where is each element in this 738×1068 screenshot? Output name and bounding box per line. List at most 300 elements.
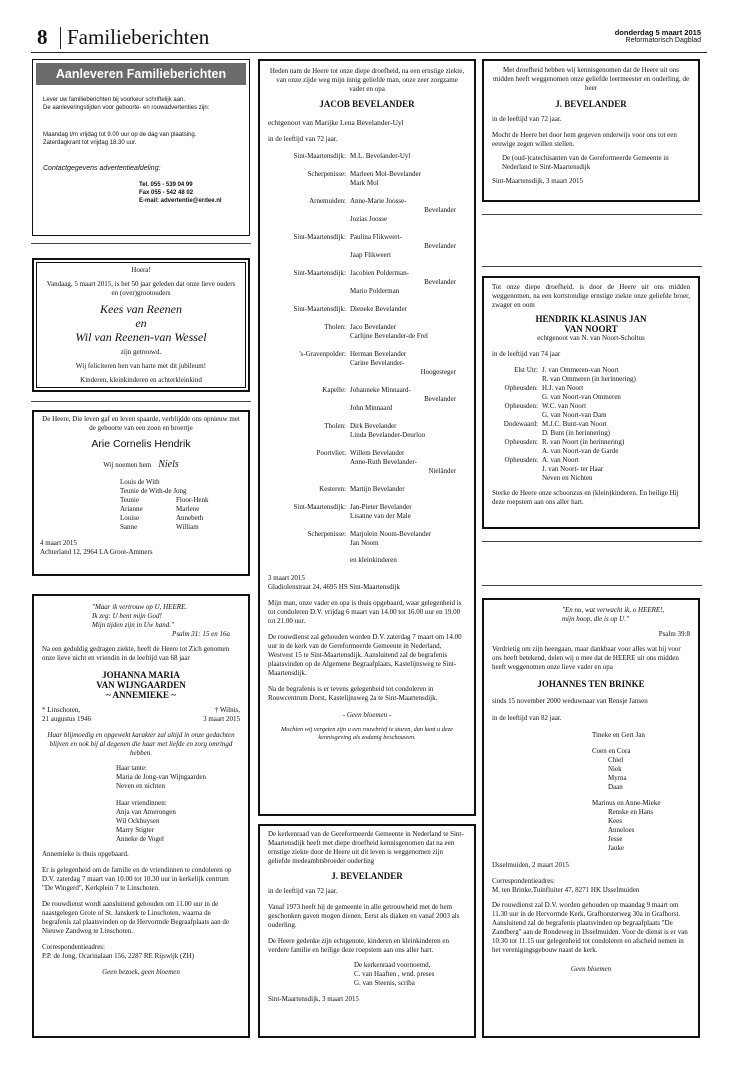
jacob-date: 3 maart 2015: [268, 574, 305, 582]
relatives-group: [268, 530, 466, 548]
relatives-group: [268, 233, 466, 260]
contact-fax: Fax 055 - 542 48 02: [139, 190, 194, 196]
hoera-box: [32, 258, 250, 392]
relatives-place: Opheusden:: [504, 402, 538, 410]
johannes-family-line: Daan: [608, 783, 623, 791]
hendrik-intro: Tot onze diepe droefheid, is door de Heere uit ons midden weggenomen, na een kortstondige ernstige ziekte onze geliefde broer, zwager en oom: [492, 283, 690, 309]
johanna-p1: Er is gelegenheid om de familie en de vriendinnen te condoleren op D.V. zaterdag 7 maart van 10.00 tot 10.30 uur in kerkelijk centrum "De Wingerd", Kerkplein 7 te Linschoten.: [42, 866, 232, 892]
relatives-group: [492, 366, 690, 384]
birth-family-name: Marlene: [176, 505, 200, 513]
johanna-memory: Haar blijmoedig en opgewekt karakter zal altijd in onze gedachten blijven en ook bij al degenen die haar met liefde en zorg omringd hebben.: [47, 731, 235, 757]
johannes-p1: De rouwdienst zal D.V. worden gehouden op maandag 9 maart om 11.30 uur in de Hervormde Kerk, Grafhorsterweg 30a in Grafhorst. Aansluitend zal de begrafenis plaatsvinden op begraafplaats "De Zandberg" aan de Rondeweg in IJsselmuiden. Voor de dienst is er van 10.30 tot 11.15 uur gelegenheid tot condoleren en afscheid nemen in het verenigingsgebouw naast de kerk.: [492, 901, 688, 954]
relatives-row: [268, 503, 466, 512]
aanleveren-box: [32, 59, 250, 236]
relatives-name: Marjolein Noom-Bevelander: [350, 530, 432, 538]
hendrik-box: [482, 276, 700, 529]
johanna-ref: Psalm 31: 15 en 16a: [172, 630, 230, 638]
relatives-row: [268, 386, 466, 395]
birth-family-name: William: [176, 523, 199, 531]
relatives-group: [268, 197, 466, 224]
kerkraad-p1: Vanaf 1973 heeft hij de gemeente in alle getrouwheid met de hem geschonken gaven mogen dienen. Eerst als diaken en vanaf 2003 als ouderling.: [268, 903, 460, 929]
kerkraad-date: Sint-Maartensdijk, 3 maart 2015: [268, 995, 359, 1003]
relatives-place: Sint-Maartensdijk:: [293, 269, 346, 277]
relatives-row: [268, 332, 466, 341]
relatives-place: [492, 393, 538, 402]
relatives-name: A. van Noort: [542, 456, 579, 464]
relatives-place: [268, 431, 346, 440]
relatives-row: [492, 447, 690, 456]
relatives-name: Linda Bevelander-Deurloo: [350, 431, 426, 439]
catech-intro: Met droefheid hebben wij kennisgenomen dat de Heere uit ons midden heeft weggenomen onze geliefde leermeester en ouderling, de heer: [492, 66, 690, 92]
johannes-widower: sinds 15 november 2000 weduwnaar van Rensje Jansen: [492, 697, 648, 705]
relatives-name: Anne-Ruth Bevelander-: [350, 458, 417, 466]
relatives-place: 's-Gravenpolder:: [299, 350, 346, 358]
birth-family-row: [120, 505, 240, 514]
relatives-group: [268, 152, 466, 161]
relatives-name: Willem Bevelander: [350, 449, 405, 457]
birth-family-row: [120, 514, 240, 523]
birth-family-name: Teunie: [120, 496, 139, 504]
hendrik-name2: VAN NOORT: [564, 324, 618, 334]
relatives-name: Marleen Mol-Bevelander: [350, 170, 421, 178]
relatives-row: [492, 384, 690, 393]
relatives-place: [492, 411, 538, 420]
relatives-place: Sint-Maartensdijk:: [293, 503, 346, 511]
johannes-family-line: Marinus en Anne-Mieke: [592, 799, 661, 807]
relatives-name: A. van Noort-van de Garde: [542, 447, 619, 455]
relatives-place: [268, 278, 346, 287]
hoera-name1: Kees van Reenen: [100, 302, 182, 316]
johanna-aunt2: Neven en nichten: [116, 782, 165, 790]
hendrik-relatives: [492, 366, 690, 483]
birth-family: [120, 478, 240, 532]
relatives-row: [268, 197, 466, 206]
relatives-group: [268, 485, 466, 494]
relatives-row: [268, 431, 466, 440]
johannes-name: JOHANNES TEN BRINKE: [537, 679, 645, 689]
relatives-row: [268, 305, 466, 314]
birth-date: 4 maart 2015: [40, 539, 77, 547]
relatives-place: Tholen:: [324, 323, 346, 331]
kerkraad-sign1: De kerkenraad voornoemd,: [354, 961, 431, 969]
johanna-friends: [116, 808, 240, 844]
col1-rule-1: [31, 243, 251, 244]
relatives-place: [268, 332, 346, 341]
relatives-name: Hoogesteger: [420, 368, 456, 376]
relatives-row: [492, 438, 690, 447]
catech-age: in de leeftijd van 72 jaar.: [492, 115, 562, 123]
header-divider: [60, 27, 61, 49]
relatives-row: [268, 215, 466, 224]
johannes-family-line: Kees: [608, 817, 622, 825]
relatives-row: [268, 269, 466, 278]
jacob-intro: Heden nam de Heere tot onze diepe droefheid, na een ernstige ziekte, van onze zijde weg mijn innig geliefde man, onze zeer zorgzame vader en opa: [269, 67, 465, 93]
relatives-place: [492, 465, 538, 474]
col3-rule-3: [482, 541, 702, 542]
relatives-row: [268, 350, 466, 359]
birth-name: Arie Cornelis Hendrik: [91, 438, 191, 450]
col1-rule-2: [31, 401, 251, 402]
birth-family-row: [120, 487, 240, 496]
birth-call-label: Wij noemen hem: [103, 461, 152, 469]
relatives-group: [492, 438, 690, 456]
johannes-family-line: Jesse: [608, 835, 623, 843]
relatives-row: [268, 323, 466, 332]
birth-box: [32, 410, 250, 576]
johannes-family-line: Renske en Hans: [608, 808, 654, 816]
relatives-row: [268, 251, 466, 260]
relatives-row: [268, 539, 466, 548]
relatives-name: M.J.C. Bunt-van Noort: [542, 420, 607, 428]
johannes-family-line: Coen en Cora: [592, 747, 631, 755]
relatives-place: Scherpenisse:: [307, 170, 346, 178]
kerkraad-name: J. BEVELANDER: [331, 871, 403, 881]
johannes-family-line: Jauke: [608, 844, 624, 852]
relatives-name: Neven en Nichten: [542, 474, 593, 482]
relatives-name: Martijn Bevelander: [350, 485, 405, 493]
hendrik-name1: HENDRIK KLASINUS JAN: [535, 314, 647, 324]
relatives-name: Paulina Flikweert-: [350, 233, 402, 241]
kerkraad-intro: De kerkenraad van de Gereformeerde Gemeente in Nederland te Sint-Maartensdijk heeft met diepe droefheid kennisgenomen dat na een ernstige ziekte door de Heere uit dit leven is weggenomen zijn geliefde medeambtsbroeder ouderling: [268, 830, 464, 865]
relatives-row: [492, 420, 690, 429]
hoera-en: en: [135, 316, 147, 330]
relatives-row: [268, 530, 466, 539]
header-rule: [31, 52, 707, 53]
relatives-name: Jacobien Polderman-: [350, 269, 409, 277]
relatives-name: Dieneke Bevelander: [350, 305, 407, 313]
birth-family-row: [120, 523, 240, 532]
relatives-row: [492, 393, 690, 402]
contact-tel: Tel. 055 - 539 04 99: [139, 182, 193, 188]
col3-rule-1: [482, 214, 702, 215]
birth-family-name: Teunie de With-de Jong: [120, 487, 187, 495]
relatives-row: [268, 170, 466, 179]
relatives-place: Dodewaard:: [503, 420, 538, 428]
relatives-name: J. van Noort- ter Haar: [542, 465, 604, 473]
relatives-name: Johanneke Minnaard-: [350, 386, 411, 394]
relatives-row: [268, 206, 466, 215]
relatives-place: [268, 251, 346, 260]
jacob-spouse: echtgenoot van Marijke Lena Bevelander-Uyl: [268, 118, 404, 127]
contact-email[interactable]: E-mail: advertentie@erdee.nl: [139, 198, 222, 204]
relatives-group: [268, 449, 466, 476]
johanna-friend: Anneke de Vogel: [116, 835, 164, 843]
relatives-row: [268, 422, 466, 431]
johannes-family-line: Tineke en Gert Jan: [592, 731, 645, 739]
relatives-place: [268, 359, 346, 368]
johannes-closing: Geen bloemen: [570, 965, 612, 973]
relatives-name: Dirk Bevelander: [350, 422, 397, 430]
hoera-text: Vandaag, 5 maart 2015, is het 50 jaar geleden dat onze lieve ouders en (over)grootouders: [46, 280, 236, 297]
relatives-name: Carine Bevelander-: [350, 359, 405, 367]
relatives-name: D. Bunt (in herinnering): [542, 429, 611, 437]
johanna-corr-label: Correspondentieadres:: [42, 943, 105, 951]
relatives-name: Jaap Flikweert: [350, 251, 392, 259]
birth-family-name: Sanne: [120, 523, 138, 531]
relatives-row: [492, 402, 690, 411]
relatives-place: Opheusden:: [504, 384, 538, 392]
relatives-group: [268, 503, 466, 521]
aanleveren-line1: Lever uw familieberichten bij voorkeur schriftelijk aan.: [43, 97, 186, 103]
johannes-family-group: [592, 747, 690, 792]
relatives-name: Lisanne van der Male: [350, 512, 411, 520]
relatives-group: [268, 350, 466, 377]
relatives-place: Opheusden:: [504, 438, 538, 446]
kerkraad-sign2: C. van Haaften , wnd. preses: [354, 970, 435, 978]
relatives-name: Herman Bevelander: [350, 350, 407, 358]
relatives-place: [268, 215, 346, 224]
relatives-row: [268, 512, 466, 521]
johanna-born-place: * Linschoten,: [42, 706, 81, 714]
relatives-name: G. van Noort-van Dam: [542, 411, 607, 419]
johanna-born-date: 21 augustus 1946: [42, 715, 91, 723]
johannes-family-line: Myrna: [608, 774, 627, 782]
relatives-place: Tholen:: [324, 422, 346, 430]
relatives-row: [492, 375, 690, 384]
relatives-place: Opheusden:: [504, 456, 538, 464]
relatives-place: Poortvliet:: [316, 449, 346, 457]
hoera-congrats: Wij feliciteren hen van harte met dit jubileum!: [75, 362, 207, 370]
hoera-married: zijn getrouwd.: [120, 348, 162, 356]
relatives-place: Sint-Maartensdijk:: [293, 305, 346, 313]
relatives-place: [268, 179, 346, 188]
relatives-name: Jozias Joosse: [350, 215, 388, 223]
kerkraad-sign3: G. van Steenis, scriba: [354, 979, 415, 987]
relatives-name: Jaco Bevelander: [350, 323, 397, 331]
relatives-place: [492, 429, 538, 438]
relatives-row: [268, 368, 466, 377]
johanna-friend: Marry Stigter: [116, 826, 154, 834]
aanleveren-title: Aanleveren Familieberichten: [36, 63, 246, 85]
hendrik-age: in de leeftijd van 74 jaar: [492, 350, 561, 358]
relatives-name: W.C. van Noort: [542, 402, 587, 410]
birth-call-name: Niels: [158, 459, 179, 470]
johanna-quote2: Ik zeg: U bent mijn God!: [92, 612, 162, 620]
relatives-place: Elst Utr:: [514, 366, 538, 374]
relatives-name: G. van Noort-van Ommeren: [542, 393, 621, 401]
relatives-group: [268, 422, 466, 440]
relatives-row: [268, 467, 466, 476]
johannes-quote1: "En nu, wat verwacht ik, o HEERE!,: [562, 606, 665, 614]
johannes-family-line: Anneloes: [608, 826, 635, 834]
birth-family-name: Louise: [120, 514, 140, 522]
relatives-name: Jan Noom: [350, 539, 379, 547]
birth-family-row: [120, 478, 240, 487]
jacob-p3: Na de begrafenis is er tevens gelegenheid tot condoleren in Rouwcentrum Dorst, Kastelijnsweg 2a te Sint-Maartensdijk.: [268, 685, 438, 702]
relatives-place: [268, 368, 346, 377]
relatives-group: [268, 305, 466, 314]
relatives-place: [268, 287, 346, 296]
relatives-place: [492, 375, 538, 384]
johanna-name3: ~ ANNEMIEKE ~: [106, 690, 176, 700]
relatives-place: [268, 539, 346, 548]
relatives-name: Carlijne Bevelander-de Frel: [350, 332, 428, 340]
johannes-ref: Psalm 39:8: [658, 630, 690, 638]
johanna-friends-label: Haar vriendinnen:: [116, 799, 167, 807]
jbev-kerkraad-box: [258, 824, 476, 1038]
relatives-row: [268, 287, 466, 296]
johanna-quote1: "Maar ik vertrouw op U, HEERE.: [92, 603, 188, 611]
birth-family-row: [120, 496, 240, 505]
relatives-row: [268, 458, 466, 467]
relatives-row: [492, 411, 690, 420]
relatives-place: [268, 206, 346, 215]
jacob-address: Gladiolenstraat 24, 4695 HS Sint-Maartensdijk: [268, 583, 401, 591]
johanna-intro: Na een geduldig gedragen ziekte, heeft de Heere tot Zich genomen onze lieve nicht en vriendin in de leeftijd van 68 jaar: [42, 645, 230, 662]
hendrik-closing: Sterke de Heere onze schoonzus en (klein)kinderen. En heilige Hij deze roepstem aan ons aller hart.: [492, 489, 679, 506]
relatives-group: [268, 323, 466, 341]
jacob-p2: De rouwdienst zal gehouden worden D.V. zaterdag 7 maart om 14.00 uur in de kerk van de Gereformeerde Gemeente in Nederland, Westvest 15 te Sint-Maartensdijk. Aansluitend zal de begrafenis plaatsvinden op de Algemene Begraafplaats, Kastelijnsweg te Sint-Maartensdijk.: [268, 633, 462, 677]
catech-name: J. BEVELANDER: [555, 99, 627, 109]
relatives-row: [268, 152, 466, 161]
hoera-title: Hoera!: [131, 266, 151, 274]
relatives-name: R. van Noort (in herinnering): [542, 438, 625, 446]
relatives-name: M.L. Bevelander-Uyl: [350, 152, 411, 160]
catech-date: Sint-Maartensdijk, 3 maart 2015: [492, 177, 583, 185]
relatives-place: Arnemuiden:: [309, 197, 346, 205]
relatives-row: [492, 429, 690, 438]
relatives-row: [492, 474, 690, 483]
jacob-note: Mochten wij vergeten zijn u een rouwbrief te sturen, dan kunt u deze kennisgeving als zodanig beschouwen.: [281, 726, 453, 741]
johanna-home: Annemieke is thuis opgebaard.: [42, 850, 129, 858]
johanna-friend: Anja van Amerongen: [116, 808, 176, 816]
jbev-catechisanten-box: [482, 59, 700, 202]
relatives-place: Kesteren:: [319, 485, 346, 493]
relatives-name: Bevelander: [424, 278, 456, 286]
relatives-place: [492, 474, 538, 483]
johanna-name2: VAN WIJNGAARDEN: [96, 680, 186, 690]
birth-family-name: Louis de With: [120, 478, 160, 486]
johanna-corr: P.P. de Jong, Ocarinalaan 156, 2287 RE Rijswijk (ZH): [42, 952, 195, 960]
relatives-row: [268, 179, 466, 188]
kerkraad-age: in de leeftijd van 72 jaar.: [268, 887, 338, 895]
relatives-group: [268, 386, 466, 413]
jacob-box: [258, 59, 476, 816]
col3-rule-4: [482, 585, 702, 586]
catech-p1: Mocht de Heere het door hem gegeven onderwijs voor ons tot een eeuwige zegen willen stellen.: [492, 131, 677, 148]
relatives-group: [492, 456, 690, 483]
relatives-row: [268, 404, 466, 413]
relatives-name: Mario Polderman: [350, 287, 400, 295]
relatives-row: [268, 233, 466, 242]
jacob-name: JACOB BEVELANDER: [319, 99, 415, 109]
relatives-name: Mark Mol: [350, 179, 379, 187]
relatives-row: [492, 456, 690, 465]
jacob-flowers: - Geen bloemen -: [342, 711, 392, 719]
kerkraad-p2: De Heere gedenke zijn echtgenote, kinderen en kleinkinderen en verdere familie en heilige deze roepstem aan ons aller hart.: [268, 937, 449, 954]
page-number: 8: [37, 25, 48, 49]
johanna-aunt1: Maria de Jong-van Wijngaarden: [116, 773, 206, 781]
relatives-group: [492, 384, 690, 402]
johanna-friend: Wil Ockhuysen: [116, 817, 160, 825]
johannes-corr: M. ten Brinke,Tuinfluiter 47, 8271 HK IJsselmuiden: [492, 886, 640, 894]
relatives-group: [492, 402, 690, 420]
johannes-date: IJsselmuiden, 2 maart 2015: [492, 861, 569, 869]
relatives-group: [492, 420, 690, 438]
relatives-name: Jan-Pieter Bevelander: [350, 503, 412, 511]
aanleveren-line3: Maandag t/m vrijdag tot 9.00 uur op de dag van plaatsing.: [43, 132, 197, 138]
contact-heading: Contactgegevens advertentieafdeling:: [43, 165, 161, 172]
johannes-box: [482, 598, 700, 1038]
relatives-row: [492, 465, 690, 474]
johannes-corr-label: Correspondentieadres:: [492, 877, 555, 885]
relatives-place: [268, 458, 346, 467]
relatives-name: Anne-Marie Joosse-: [350, 197, 407, 205]
relatives-row: [268, 485, 466, 494]
relatives-place: [268, 404, 346, 413]
relatives-name: Bevelander: [424, 242, 456, 250]
relatives-place: Kapelle:: [322, 386, 346, 394]
relatives-name: Nieländer: [428, 467, 456, 475]
hoera-from: Kinderen, kleinkinderen en achterkleinkind: [80, 376, 202, 384]
hendrik-spouse: echtgenoot van N. van Noort-Scholtus: [537, 334, 645, 342]
johanna-died-place: † Wilnis,: [214, 706, 240, 714]
johannes-age: in de leeftijd van 82 jaar.: [492, 714, 562, 722]
birth-family-name: Floor-Henk: [176, 496, 209, 504]
jacob-grandchildren: en kleinkinderen: [350, 556, 397, 564]
relatives-place: Sint-Maartensdijk:: [293, 233, 346, 241]
johannes-family: [592, 731, 690, 853]
relatives-row: [268, 359, 466, 368]
johanna-p2: De rouwdienst wordt aansluitend gehouden om 11.00 uur in de naastgelegen Grote of St. Janskerk te Linschoten, waarna de begrafenis zal plaatsvinden op de Hervormde Begraafplaats aan de Nieuwe Zandweg te Linschoten.: [42, 900, 229, 935]
relatives-row: [268, 449, 466, 458]
catech-p2: De (oud-)catechisanten van de Gereformeerde Gemeente in Nederland te Sint-Maartensdijk: [502, 154, 669, 171]
birth-family-name: Arianne: [120, 505, 143, 513]
relatives-place: [268, 467, 346, 476]
johanna-box: [32, 594, 250, 1038]
relatives-place: [268, 395, 346, 404]
birth-address: Achterland 12, 2964 LA Groot-Ammers: [40, 548, 153, 556]
relatives-name: H.J. van Noort: [542, 384, 584, 392]
header-date: donderdag 5 maart 2015: [614, 28, 701, 37]
relatives-place: [492, 447, 538, 456]
col3-rule-2: [482, 266, 702, 267]
section-title: Familieberichten: [67, 25, 210, 49]
johanna-name1: JOHANNA MARIA: [102, 670, 180, 680]
hoera-name2: Wil van Reenen-van Wessel: [75, 330, 207, 344]
relatives-row: [268, 278, 466, 287]
relatives-place: Sint-Maartensdijk:: [293, 152, 346, 160]
aanleveren-line4: Zaterdagkrant tot vrijdag 18.30 uur.: [43, 140, 137, 146]
relatives-name: Bevelander: [424, 206, 456, 214]
relatives-place: Scherpenisse:: [307, 530, 346, 538]
birth-intro: De Heere, Die leven gaf en leven spaarde, verblijdde ons opnieuw met de geboorte van een zoon en broertje: [42, 415, 240, 432]
relatives-name: Bevelander: [424, 395, 456, 403]
relatives-name: John Minnaard: [350, 404, 393, 412]
jacob-age: in de leeftijd van 72 jaar.: [268, 135, 338, 143]
relatives-name: R. van Ommeren (in herinnering): [542, 375, 636, 383]
relatives-row: [268, 242, 466, 251]
jacob-p1: Mijn man, onze vader en opa is thuis opgebaard, waar gelegenheid is tot condoleren D.V. vrijdag 6 maart van 14.00 tot 16.00 uur en 19.00 tot 21.00 uur.: [268, 599, 462, 625]
johannes-family-group: [592, 799, 690, 853]
birth-family-name: Annebeth: [176, 514, 204, 522]
relatives-place: [268, 242, 346, 251]
relatives-name: J. van Ommeren-van Noort: [542, 366, 619, 374]
header-paper: Reformatorisch Dagblad: [625, 37, 701, 44]
aanleveren-line2: De aanleveringstijden voor geboorte- en rouwadvertenties zijn:: [43, 105, 210, 111]
relatives-group: [268, 170, 466, 188]
relatives-group: [268, 269, 466, 296]
jacob-relatives: [268, 152, 466, 548]
johanna-died-date: 3 maart 2015: [203, 715, 240, 723]
johannes-quote2: mijn hoop, die is op U.": [562, 615, 629, 623]
johannes-intro: Verdrietig om zijn heengaan, maar dankbaar voor alles wat hij voor ons heeft betekend, delen wij u mee dat de HEERE uit ons midden heeft weggenomen onze lieve vader en opa: [492, 645, 681, 671]
relatives-row: [492, 366, 690, 375]
relatives-place: [268, 512, 346, 521]
relatives-row: [268, 395, 466, 404]
johannes-family-line: Chiel: [608, 756, 624, 764]
johanna-aunt-label: Haar tante:: [116, 764, 147, 772]
